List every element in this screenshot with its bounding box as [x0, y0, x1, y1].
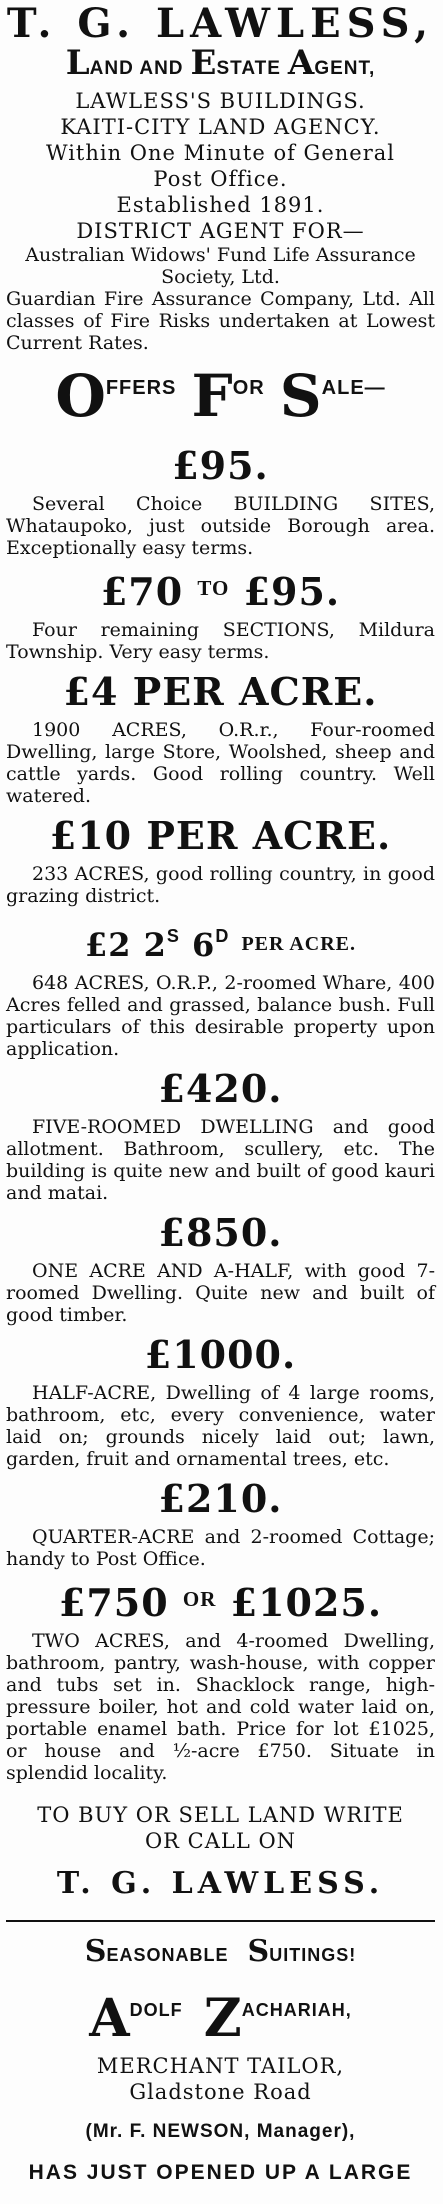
listing-description: TWO ACRES, and 4-roomed Dwelling, bathroom, pantry, wash-house, with copper and tubs set in. Shacklock range, high-pressure boiler, hot and cold water laid on, portable enamel bath. Price for lot £1025, or house and ½-acre £750. Situate in splendid locality.: [6, 1630, 435, 1784]
buildings-line: LAWLESS'S BUILDINGS.: [75, 89, 366, 113]
closing-name: T. G. LAWLESS.: [56, 1866, 385, 1901]
business-subtitle: [6, 43, 435, 86]
closing-line-1: TO BUY OR SELL LAND WRITE: [37, 1803, 404, 1827]
listing-description: 648 ACRES, O.R.P., 2-roomed Whare, 400 Acres felled and grassed, balance bush. Full particulars of this desirable property upon application.: [6, 972, 435, 1060]
tailor-manager: (Mr. F. NEWSON, Manager),: [85, 2121, 356, 2142]
listing-description: FIVE-ROOMED DWELLING and good allotment. Bathroom, scullery, etc. The building is quite new and built of good kauri and matai.: [6, 1116, 435, 1204]
listing-price: [6, 911, 435, 970]
listing-price: £210.: [158, 1476, 283, 1521]
suitings-easonable: EASONABLE: [106, 1945, 229, 1965]
listing-price-pounds: £2 2: [84, 926, 167, 964]
subtitle-initial-l: L: [65, 43, 90, 83]
listing-price-high: £1025.: [230, 1580, 383, 1625]
agency-line: KAITI-CITY LAND AGENCY.: [60, 115, 381, 139]
listing-price-pence: 6: [192, 926, 216, 964]
listing-price-low: £70: [100, 569, 184, 614]
listing-price-or: OR: [182, 1587, 217, 1611]
listing-price: £850.: [158, 1210, 283, 1255]
listing-price-high: £95.: [243, 569, 341, 614]
offers-for-sale-heading: [6, 358, 435, 441]
closing-line-2: OR CALL ON: [144, 1829, 297, 1853]
tailor-announcement: HAS JUST OPENED UP A LARGE: [28, 2161, 413, 2184]
agency-widows-fund: Australian Widows' Fund Life Assurance Society, Ltd.: [25, 244, 416, 288]
subtitle-and: AND AND: [89, 58, 184, 79]
offers-ffers: FFERS: [105, 377, 177, 399]
advertiser-name: T. G. LAWLESS,: [6, 0, 435, 47]
listing-price-shilling-mark: S: [166, 926, 180, 946]
offers-initial-f: F: [191, 362, 233, 430]
offers-initial-o: O: [55, 362, 106, 430]
subtitle-gent: GENT,: [314, 58, 376, 79]
tailor-initial-a: A: [89, 1988, 130, 2049]
listing-description: QUARTER-ACRE and 2-roomed Cottage; handy to Post Office.: [6, 1526, 435, 1570]
listing-description: HALF-ACRE, Dwelling of 4 large rooms, bathroom, etc, every convenience, water laid on; grounds nicely laid out; lawn, garden, fruit and ornamental trees, etc.: [6, 1382, 435, 1470]
tailor-achariah: ACHARIAH,: [241, 2000, 352, 2020]
listing-price: £420.: [158, 1066, 283, 1111]
listing-price: [6, 563, 435, 617]
subtitle-state: STATE: [216, 58, 281, 79]
listing-price: £10 PER ACRE.: [49, 813, 392, 858]
tailor-name: [6, 1982, 435, 2059]
offers-or: OR: [232, 377, 265, 399]
listing-description: Several Choice BUILDING SITES, Whataupoko, just outside Borough area. Exceptionally easy terms.: [6, 493, 435, 559]
established-line: Established 1891.: [116, 193, 325, 217]
listing-price-unit: PER ACRE.: [241, 933, 357, 955]
tailor-initial-z: Z: [203, 1988, 242, 2049]
agency-guardian-fire: Guardian Fire Assurance Company, Ltd. All classes of Fire Risks undertaken at Lowest Current Rates.: [6, 288, 435, 354]
tailor-trade: MERCHANT TAILOR,: [96, 2054, 345, 2078]
listing-price-to: TO: [197, 576, 230, 600]
listing-description: ONE ACRE AND A-HALF, with good 7-roomed Dwelling. Quite new and built of good timber.: [6, 1260, 435, 1326]
suitings-initial-s2: S: [247, 1934, 270, 1969]
offers-ale: ALE—: [321, 377, 386, 399]
suitings-initial-s1: S: [84, 1934, 107, 1969]
subtitle-initial-e: E: [190, 43, 217, 83]
tailor-address: Gladstone Road: [129, 2080, 312, 2104]
section-divider: [6, 1920, 435, 1922]
subtitle-initial-a: A: [287, 43, 315, 83]
listing-price: [6, 1574, 435, 1628]
listing-price-pence-mark: D: [215, 926, 230, 946]
listing-price: £1000.: [144, 1332, 297, 1377]
tailor-dolf: DOLF: [129, 2000, 183, 2020]
listing-description: Four remaining SECTIONS, Mildura Township. Very easy terms.: [6, 619, 435, 663]
district-agent-heading: DISTRICT AGENT FOR—: [76, 219, 365, 243]
listing-description: 1900 ACRES, O.R.r., Four-roomed Dwelling, large Store, Woolshed, sheep and cattle yards. Good rolling country. Well watered.: [6, 719, 435, 807]
listing-description: 233 ACRES, good rolling country, in good grazing district.: [6, 863, 435, 907]
listing-price-low: £750: [58, 1580, 169, 1625]
seasonable-suitings-heading: [6, 1932, 435, 1976]
suitings-uitings: UITINGS!: [269, 1945, 357, 1965]
listing-price: £4 PER ACRE.: [63, 669, 378, 714]
offers-initial-s: S: [279, 362, 322, 430]
location-line: Within One Minute of General Post Office.: [46, 141, 395, 191]
listing-price: £95.: [172, 443, 269, 488]
